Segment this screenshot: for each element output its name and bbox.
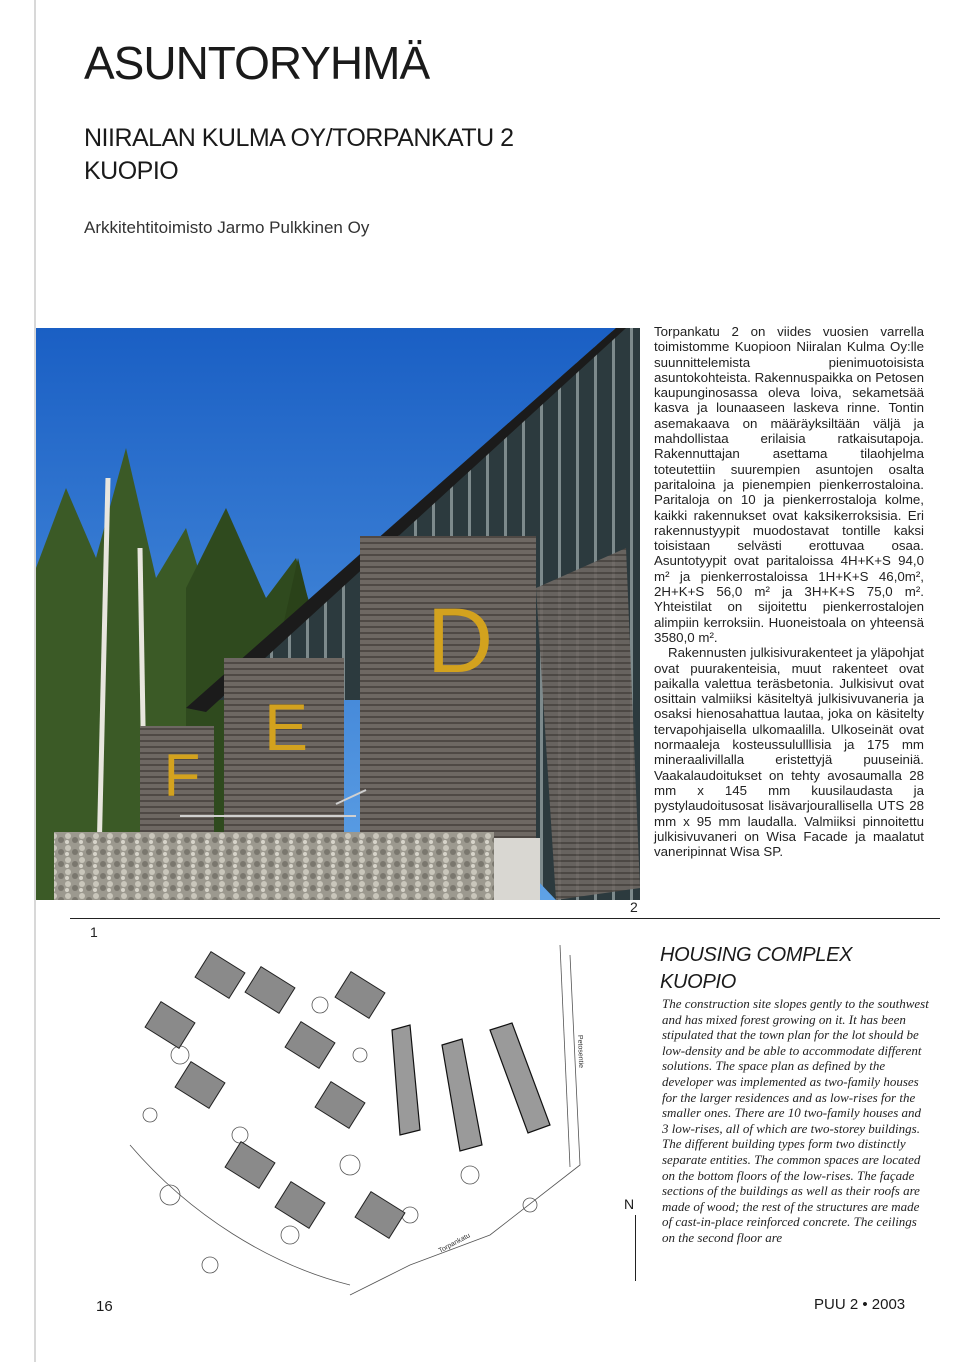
finnish-paragraph-1: Torpankatu 2 on viides vuosien varrella toimistomme Kuopioon Niiralan Kulma Oy:lle suunnittelemista pienimuotoisista asuntokohteista. Rakennuspaikka on Petosen kaupunginosassa oleva loiva, sekametsää kasva ja lounaaseen laskeva rinne. Tontin asemakaava on määräyksiltään väljä ja mahdollistaa erilaisia ratkaisutapoja. Rakennuttajan asettama tilaohjelma toteutettiin suurempien asuntojen osalta paritaloina ja pienempien pienkerrostaloina. Paritaloja on 10 ja pienkerrostaloja kolme, kaikki rakennukset ovat kaksikerroksisia. Eri rakennustyypit muodostavat tontille kaksi toisistaan selvästi erottuvaa osaa. Asuntotyypit ovat paritaloissa 4H+K+S 94,0 m² ja pienkerrostaloissa 1H+K+S 46,0m², 2H+K+S 56,0 m² ja 3H+K+S 75,0 m². Yhteistilat on sijoitettu pienkerrostalojen alimpiin kerroksiin. Huoneistoala on yhteensä 3580,0 m².: [654, 324, 924, 645]
page-number: 16: [96, 1298, 113, 1315]
english-title-line-2: KUOPIO: [660, 971, 736, 993]
section-divider: [70, 918, 940, 919]
north-label: N: [624, 1196, 635, 1212]
page-title: ASUNTORYHMÄ: [84, 37, 430, 89]
plan-houses: [145, 952, 405, 1239]
north-arrow: [635, 1215, 636, 1281]
finnish-paragraph-2: Rakennusten julkisivurakenteet ja yläpohjat ovat puurakenteisia, muut rakenteet ovat paikalla valettua teräsbetonia. Julkisivut ovat osittain valmiiksi käsiteltyä julkisivuvaneria ja osaksi hienosahattua lautaa, joka on käsitelty tervapohjaisella ulkomaalilla. Ulkoseinät ovat normaaleja kosteussululllisia ja 175 mm mineraalivillalla eristettyjä puuseiniä. Vaakalaudoitukset on tehty avosaumalla 28 mm x 145 mm kuusilaudasta ja pystylaudoitusosat lisävarjourallisella UTS 28 mm x 95 mm laudalla. Valmiiksi pinnoitettu julkisivuvaneri on Wisa Facade ja maalatut vaneripinnat Wisa SP.: [654, 645, 924, 860]
plan-caption-number: 1: [90, 924, 98, 940]
building-photo: [36, 328, 640, 900]
letter-d: D: [426, 590, 494, 692]
english-body-text: [662, 996, 930, 1246]
street-label-petosentie: Petosentie: [576, 1034, 585, 1069]
letter-f: F: [163, 742, 201, 809]
plan-lowrises: [392, 1023, 550, 1151]
site-plan: [110, 935, 620, 1300]
finnish-body-text: [654, 324, 924, 859]
english-paragraph: The construction site slopes gently to the southwest and has mixed forest growing on it. It has been stipulated that the town plan for the lot should be low-density and be able to accommodate different solutions. The space plan as defined by the developer was implemented as two-family houses for the larger residences and as low-rises for the smaller ones. There are 10 two-family houses and 3 low-rises, all of which are two-storey buildings. The different building types form two distinctly separate entities. The common spaces are located on the bottom floors of the low-rises. The façade sections of the buildings as well as their roofs are made of wood; the rest of the structures are made of cast-in-place reinforced concrete. The ceilings on the second floor are: [662, 996, 929, 1245]
project-subtitle: [84, 122, 514, 188]
english-title-line-1: HOUSING COMPLEX: [660, 944, 853, 966]
architect-credit: Arkkitehtitoimisto Jarmo Pulkkinen Oy: [84, 218, 370, 237]
street-label-torpankatu: Torpankatu: [437, 1232, 472, 1255]
english-title: [660, 942, 852, 996]
photo-caption-number: 2: [630, 899, 638, 915]
subtitle-line-1: NIIRALAN KULMA OY/TORPANKATU 2: [84, 124, 514, 152]
subtitle-line-2: KUOPIO: [84, 157, 179, 185]
gabion-wall: [54, 832, 494, 900]
magazine-issue: PUU 2 • 2003: [814, 1296, 906, 1313]
letter-e: E: [263, 690, 309, 764]
